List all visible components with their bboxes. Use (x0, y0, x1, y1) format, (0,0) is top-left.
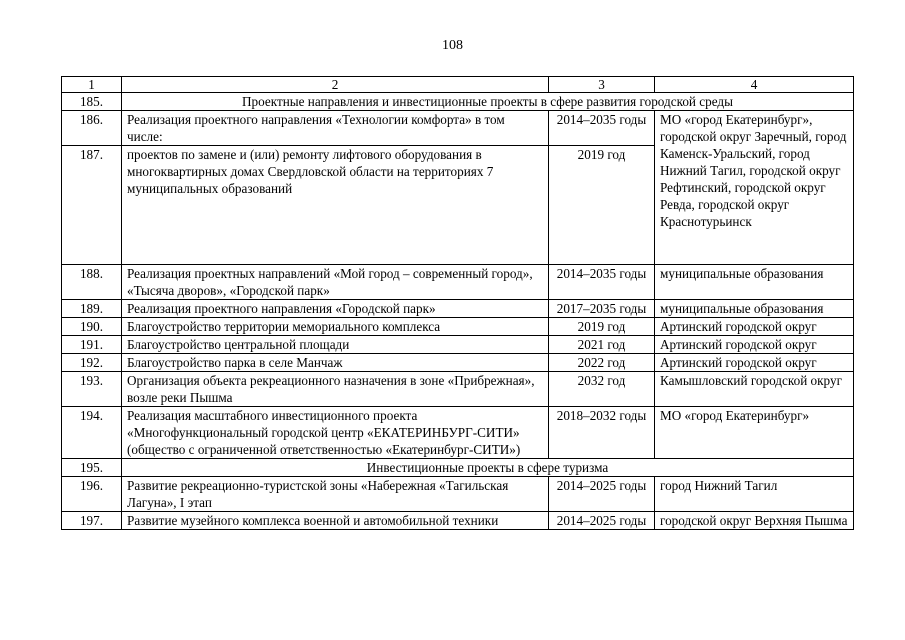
table-row (62, 354, 854, 372)
row-period: 2018–2032 годы (549, 407, 655, 459)
row-description: Развитие рекреационно-туристской зоны «Набережная «Тагильская Лагуна», I этап (122, 477, 549, 512)
row-number: 188. (62, 265, 122, 300)
row-number: 186. (62, 111, 122, 146)
row-organization: город Нижний Тагил (655, 477, 854, 512)
row-organization: Камышловский городской округ (655, 372, 854, 407)
row-number: 196. (62, 477, 122, 512)
table-row (62, 318, 854, 336)
projects-table (61, 76, 854, 530)
section-title: Инвестиционные проекты в сфере туризма (122, 459, 854, 477)
row-organization: Артинский городской округ (655, 336, 854, 354)
table-row (62, 407, 854, 459)
header-cell: 4 (655, 77, 854, 93)
table-row (62, 111, 854, 146)
row-organization: муниципальные образования (655, 265, 854, 300)
row-period: 2014–2035 годы (549, 265, 655, 300)
row-description: Реализация проектного направления «Технологии комфорта» в том числе: (122, 111, 549, 146)
section-row (62, 459, 854, 477)
section-title: Проектные направления и инвестиционные проекты в сфере развития городской среды (122, 93, 854, 111)
section-row (62, 93, 854, 111)
row-number: 192. (62, 354, 122, 372)
row-number: 185. (62, 93, 122, 111)
header-cell: 1 (62, 77, 122, 93)
row-description: Развитие музейного комплекса военной и автомобильной техники (122, 512, 549, 530)
table-header-row (62, 77, 854, 93)
row-description: Благоустройство территории мемориального комплекса (122, 318, 549, 336)
row-number: 191. (62, 336, 122, 354)
row-description: Организация объекта рекреационного назначения в зоне «Прибрежная», возле реки Пышма (122, 372, 549, 407)
row-number: 189. (62, 300, 122, 318)
row-number: 193. (62, 372, 122, 407)
row-description: Реализация проектных направлений «Мой город – современный город», «Тысяча дворов», «Городской парк» (122, 265, 549, 300)
row-description: Благоустройство центральной площади (122, 336, 549, 354)
row-period: 2022 год (549, 354, 655, 372)
row-number: 194. (62, 407, 122, 459)
row-period: 2014–2025 годы (549, 477, 655, 512)
header-cell: 2 (122, 77, 549, 93)
row-description: Реализация проектного направления «Городской парк» (122, 300, 549, 318)
row-organization: городской округ Верхняя Пышма (655, 512, 854, 530)
row-period: 2014–2025 годы (549, 512, 655, 530)
row-number: 197. (62, 512, 122, 530)
row-organization: Артинский городской округ (655, 354, 854, 372)
row-period: 2019 год (549, 318, 655, 336)
header-cell: 3 (549, 77, 655, 93)
table-row (62, 512, 854, 530)
row-organization: МО «город Екатеринбург» (655, 407, 854, 459)
row-organization: МО «город Екатеринбург», городской округ Заречный, город Каменск-Уральский, город Нижний Тагил, городской округ Рефтинский, городской округ Ревда, городской округ Краснотурьинск (655, 111, 854, 265)
table-row (62, 372, 854, 407)
table-row (62, 336, 854, 354)
row-period: 2014–2035 годы (549, 111, 655, 146)
row-number: 195. (62, 459, 122, 477)
row-period: 2019 год (549, 146, 655, 265)
row-number: 190. (62, 318, 122, 336)
table-row (62, 477, 854, 512)
row-period: 2021 год (549, 336, 655, 354)
table-row (62, 265, 854, 300)
row-organization: муниципальные образования (655, 300, 854, 318)
row-description: Благоустройство парка в селе Манчаж (122, 354, 549, 372)
row-period: 2017–2035 годы (549, 300, 655, 318)
row-number: 187. (62, 146, 122, 265)
table-row (62, 300, 854, 318)
row-description: Реализация масштабного инвестиционного проекта «Многофункциональный городской центр «ЕКАТЕРИНБУРГ-СИТИ» (общество с ограниченной ответственностью «Екатеринбург-СИТИ») (122, 407, 549, 459)
row-description: проектов по замене и (или) ремонту лифтового оборудования в многоквартирных домах Свердловской области на территориях 7 муниципальных образований (122, 146, 549, 265)
page-number: 108 (442, 38, 463, 53)
row-period: 2032 год (549, 372, 655, 407)
row-organization: Артинский городской округ (655, 318, 854, 336)
